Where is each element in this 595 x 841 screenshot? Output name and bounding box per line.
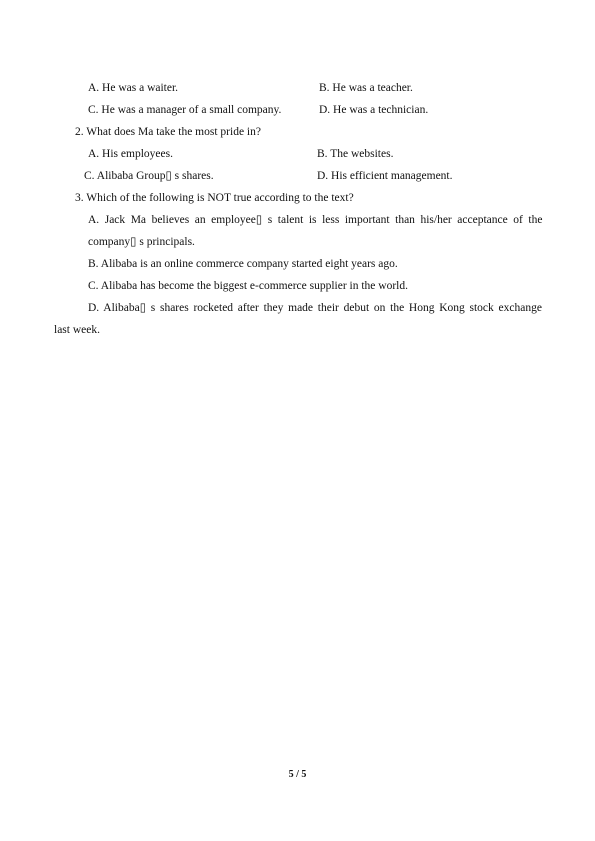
q2-question: 2. What does Ma take the most pride in? [75,126,261,138]
q1-option-d: D. He was a technician. [319,104,429,116]
q3-option-a-line2: company▯ s principals. [88,236,195,248]
q3-option-b: B. Alibaba is an online commerce company started eight years ago. [88,258,398,270]
q1-option-b: B. He was a teacher. [319,82,413,94]
q3-option-c: C. Alibaba has become the biggest e-commerce supplier in the world. [88,280,408,292]
q3-question: 3. Which of the following is NOT true according to the text? [75,192,354,204]
q2-option-d: D. His efficient management. [317,170,453,182]
q3-option-d-line2: last week. [54,324,100,336]
q3-option-a-line1: A. Jack Ma believes an employee▯ s talent is less important than his/her acceptance of the [88,214,543,226]
q3-option-d-line1: D. Alibaba▯ s shares rocketed after they made their debut on the Hong Kong stock exchange [88,302,542,314]
q1-option-a: A. He was a waiter. [88,82,179,94]
page-number: 5 / 5 [288,769,307,780]
q2-option-b: B. The websites. [317,148,394,160]
q1-option-c: C. He was a manager of a small company. [88,104,282,116]
q2-option-c: C. Alibaba Group▯ s shares. [84,170,214,182]
q2-option-a: A. His employees. [88,148,173,160]
